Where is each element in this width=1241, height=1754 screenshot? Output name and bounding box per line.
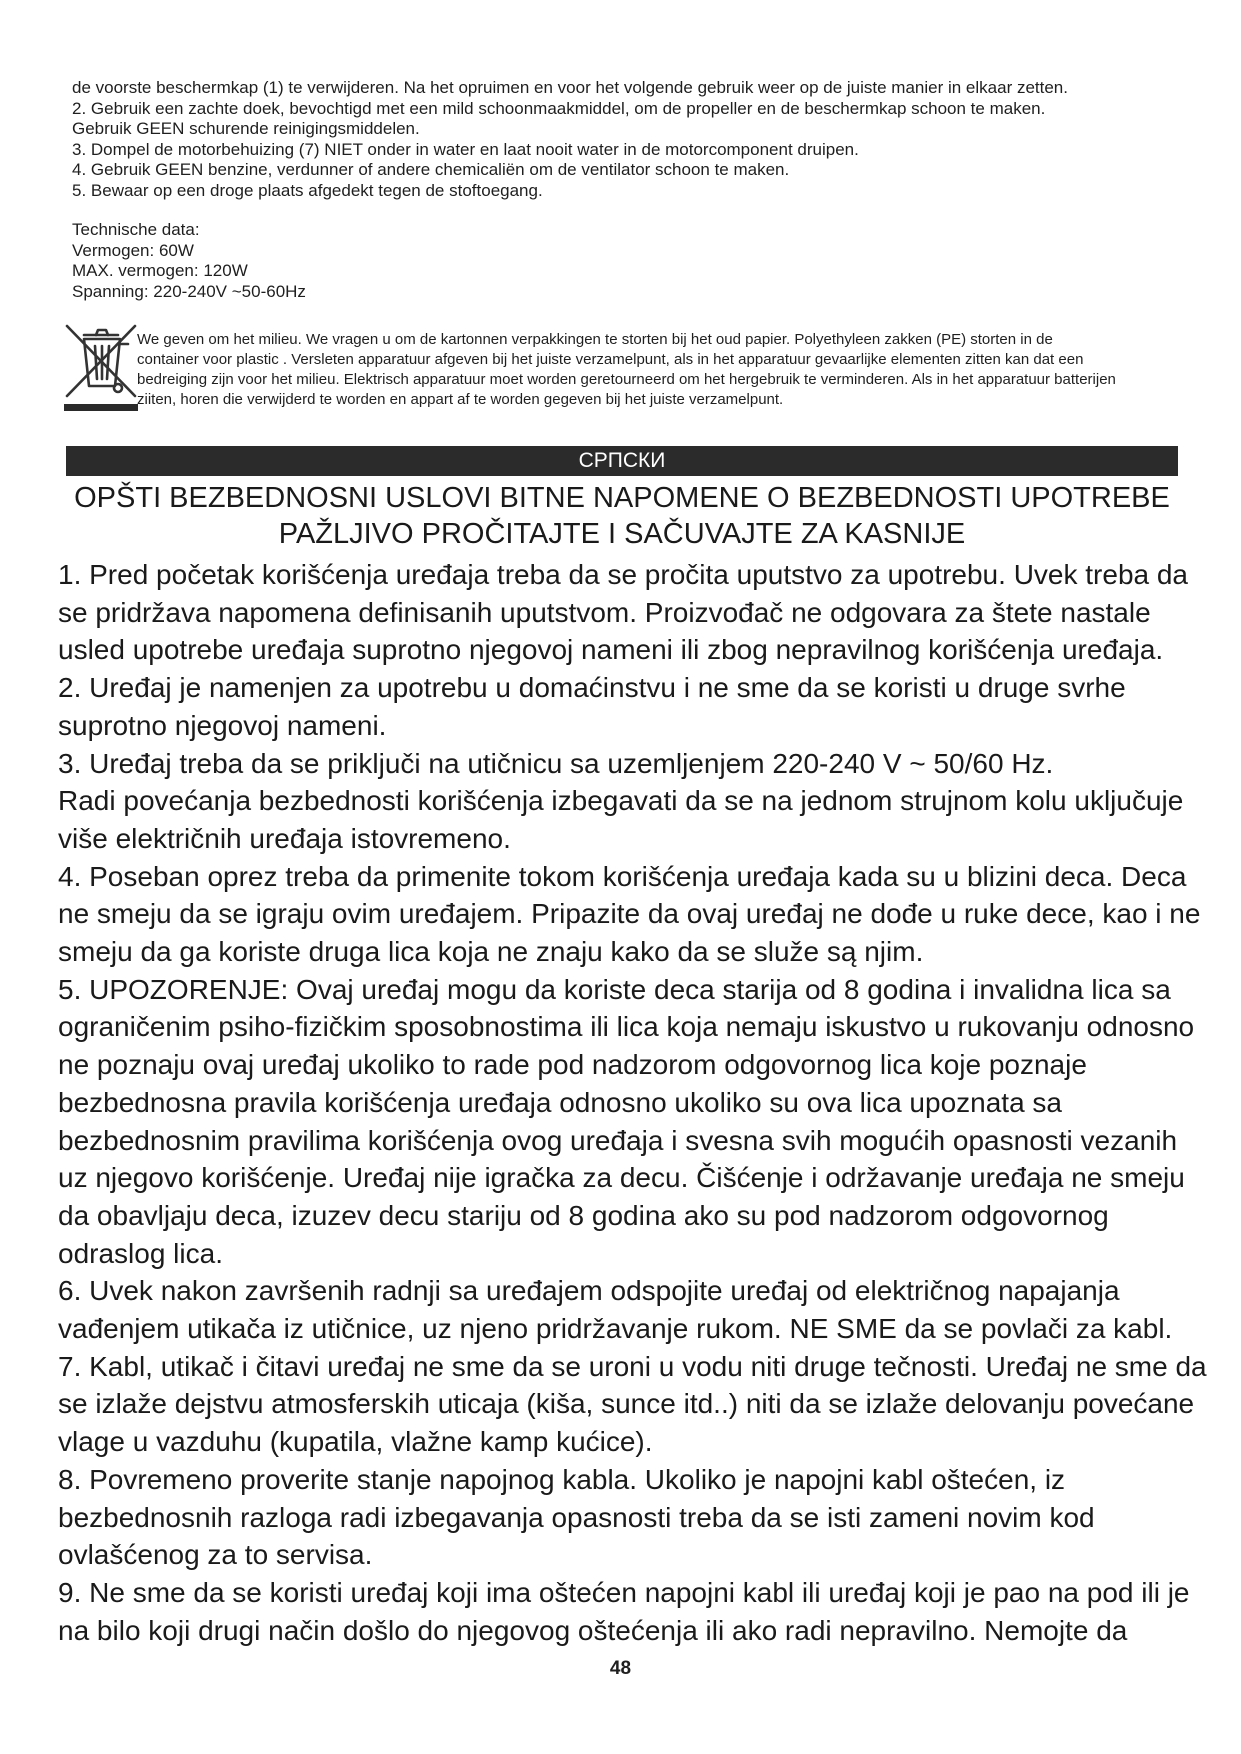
text-line: 8. Povremeno proverite stanje napojnog kabla. Ukoliko je napojni kabl oštećen, iz (58, 1463, 1066, 1495)
text-line: bezbednosnih razloga radi izbegavanja opasnosti treba da se isti zameni novim kod (58, 1501, 1095, 1533)
text-line: vađenjem utikača iz utičnice, uz njeno pridržavanje rukom. NE SME da se povlači za kabl. (58, 1313, 1173, 1345)
text-line: ovlašćenog za to servisa. (58, 1539, 373, 1571)
text-line: usled upotrebe uređaja suprotno njegovoj nameni ili zbog nepravilnog korišćenja uređaja. (58, 634, 1164, 666)
text-line: bezbednosnim pravilima korišćenja ovog uređaja i svesna svih mogućih opasnosti vezanih (58, 1124, 1178, 1156)
text-line: de voorste beschermkap (1) te verwijderen. Na het opruimen en voor het volgende gebruik weer op de juiste manier in elkaar zetten. (72, 78, 1068, 97)
text-line: ne poznaju ovaj uređaj ukoliko to rade pod nadzorom odgovornog lica koje poznaje (58, 1049, 1087, 1081)
text-line: 4. Poseban oprez treba da primenite tokom korišćenja uređaja kada su u blizini deca. Deca (58, 860, 1187, 892)
text-line: 2. Gebruik een zachte doek, bevochtigd met een mild schoonmaakmiddel, om de propeller en de beschermkap schoon te maken. (72, 98, 1046, 118)
crossed-out-wheelie-bin-icon (62, 322, 140, 414)
text-line: na bilo koji drugi način došlo do njegovog oštećenja ili ako radi nepravilno. Nemojte da (58, 1614, 1128, 1646)
technical-data-line: MAX. vermogen: 120W (72, 261, 248, 280)
text-line: 5. Bewaar op een droge plaats afgedekt tegen de stoftoegang. (72, 180, 543, 200)
technical-data-title: Technische data: (72, 220, 200, 239)
serbian-safety-instructions (58, 556, 1207, 1649)
text-line: 7. Kabl, utikač i čitavi uređaj ne sme da se uroni u vodu niti druge tečnosti. Uređaj ne sme da (58, 1350, 1207, 1382)
text-line: 3. Dompel de motorbehuizing (7) NIET onder in water en laat nooit water in de motorcomponent druipen. (72, 139, 859, 159)
technical-data-line: Vermogen: 60W (72, 240, 194, 260)
text-line: ne smeju da se igraju ovim uređajem. Pripazite da ovaj uređaj ne dođe u ruke dece, kao i ne (58, 898, 1201, 930)
text-line: bedreiging zijn voor het milieu. Elektrisch apparatuur moet worden geretourneerd om het hergebruik te verminderen. Als in het apparatuur batterijen (137, 371, 1116, 388)
text-line: 4. Gebruik GEEN benzine, verdunner of andere chemicaliën om de ventilator schoon te maken. (72, 160, 790, 179)
section-subheading: PAŽLJIVO PROČITAJTE I SAČUVAJTE ZA KASNIJE (278, 518, 966, 550)
text-line: container voor plastic . Versleten apparatuur afgeven bij het juiste verzamelpunt, als in het apparatuur gevaarlijke elementen zitten kan dat een (137, 351, 1084, 368)
text-line: ograničenim psiho-fizičkim sposobnostima ili lica koja nemaju iskustvo u rukovanju odnosno (58, 1011, 1195, 1043)
text-line: da obavljaju deca, izuzev decu stariju od 8 godina ako su pod nadzorom odgovornog (58, 1199, 1109, 1231)
text-line: 9. Ne sme da se koristi uređaj koji ima oštećen napojni kabl ili uređaj koji je pao na pod ili je (58, 1576, 1190, 1608)
text-line: 6. Uvek nakon završenih radnji sa uređajem odspojite uređaj od električnog napajanja (58, 1275, 1120, 1307)
text-line: više električnih uređaja istovremeno. (58, 822, 511, 854)
section-heading: OPŠTI BEZBEDNOSNI USLOVI BITNE NAPOMENE O BEZBEDNOSTI UPOTREBE (74, 482, 1170, 514)
dutch-cleaning-instructions (72, 78, 1192, 201)
text-line: se pridržava napomena definisanih uputstvom. Proizvođač ne odgovara za štete nastale (58, 596, 1151, 628)
text-line: 5. UPOZORENJE: Ovaj uređaj mogu da koriste deca starija od 8 godina i invalidna lica sa (58, 973, 1171, 1005)
text-line: ziiten, horen die verwijderd te worden en appart af te worden gegeven bij het juiste verzamelpunt. (137, 391, 784, 408)
technical-data-line: Spanning: 220-240V ~50-60Hz (72, 281, 306, 301)
language-banner: СРПСКИ (66, 446, 1178, 476)
text-line: 3. Uređaj treba da se priključi na utičnicu sa uzemljenjem 220-240 V ~ 50/60 Hz. (58, 747, 1054, 779)
text-line: Gebruik GEEN schurende reinigingsmiddelen. (72, 119, 420, 138)
text-line: odraslog lica. (58, 1237, 223, 1269)
text-line: smeju da ga koriste druga lica koja ne znaju kako da se služe są njim. (58, 936, 924, 968)
text-line: Radi povećanja bezbednosti korišćenja izbegavati da se na jednom strujnom kolu uključuje (58, 785, 1184, 817)
technical-data (72, 220, 306, 302)
text-line: We geven om het milieu. We vragen u om de kartonnen verpakkingen te storten bij het oud papier. Polyethyleen zakken (PE) storten in de (137, 331, 1053, 348)
environment-notice (137, 330, 1197, 410)
text-line: se izlaže dejstvu atmosferskih uticaja (kiša, sunce itd..) niti da se izlaže delovanju povećane (58, 1388, 1195, 1420)
text-line: vlage u vazduhu (kupatila, vlažne kamp kućice). (58, 1426, 653, 1458)
text-line: 1. Pred početak korišćenja uređaja treba da se pročita uputstvo za upotrebu. Uvek treba da (58, 559, 1189, 590)
text-line: uz njegovo korišćenje. Uređaj nije igračka za decu. Čišćenje i održavanje uređaja ne smeju (58, 1162, 1185, 1194)
text-line: suprotno njegovoj nameni. (58, 709, 387, 741)
page-number: 48 (609, 1658, 632, 1679)
text-line: bezbednosna pravila korišćenja uređaja odnosno ukoliko su ova lica upoznata sa (58, 1086, 1062, 1118)
text-line: 2. Uređaj je namenjen za upotrebu u domaćinstvu i ne sme da se koristi u druge svrhe (58, 672, 1126, 704)
